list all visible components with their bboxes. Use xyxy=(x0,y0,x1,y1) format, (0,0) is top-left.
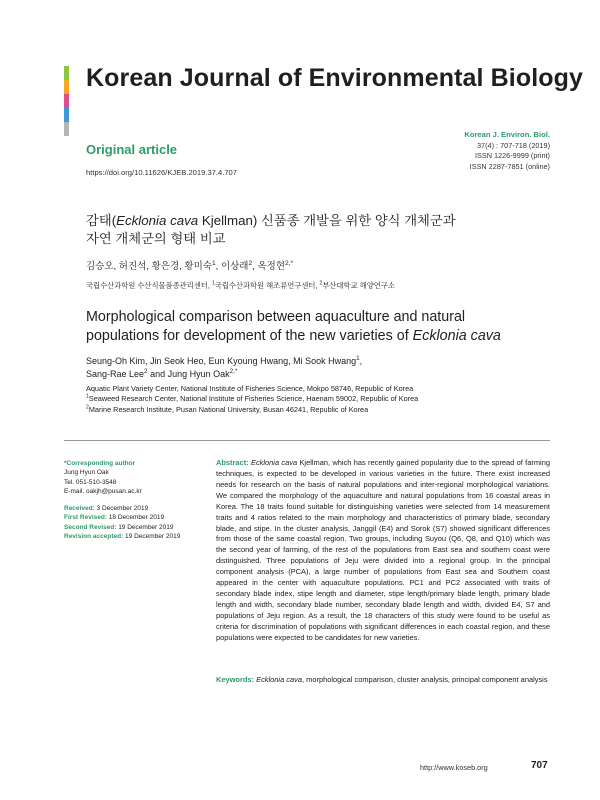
english-authors xyxy=(86,355,506,380)
species-name: Ecklonia cava xyxy=(412,328,501,344)
abstract-text: Kjellman, which has recently gained popularity due to the spread of farming techniques, is expected to be developed in various varieties in the future. There exist increased needs for research on the basis of natural populations and inter-regional morphological variations. We compared the morphology of the aquaculture and natural populations from 16 coastal areas in Korea. The 18 traits found suitable for distinguishing varieties were selected from 14 measurement traits and 4 ratios related to the main morphology and characteristics of primary blade, secondary blade, and stipe. In the cluster analysis, Janggil (E4) and Sorok (S7) showed significant differences from those of the same coastal region. Two groups, including Suyou (Q6, Q8, and Q10) which was the second year of farming, of the rest of the populations from East sea and southern coast were distinguished. Three populations of Jeju were divided into a regional group. In the principal component analysis (PCA), a large number of populations from East sea and Southern coast appeared in the center with aquaculture populations. PC1 and PC2 associated with traits of secondary blade index, stipe length and diameter, stipe length/primary blade length, primary blade length and width, secondary blade number, secondary blade length and width, divided E4, S7 and populations of Jeju region. As a result, the 18 characters of this study were found to be useful as criteria for discrimination of populations with significant differences in each coastal region, and these populations were expected to be candidates for new varieties. xyxy=(216,458,550,642)
footer-url[interactable]: http://www.koseb.org xyxy=(420,763,488,772)
corresponding-tel: Tel. 051-510-3548 xyxy=(64,478,117,486)
korean-title-text: 감태( xyxy=(86,213,117,228)
journal-abbrev: Korean J. Environ. Biol. xyxy=(464,130,550,139)
species-name: Ecklonia cava xyxy=(256,675,302,684)
species-name: Ecklonia cava xyxy=(250,458,298,467)
second-revised-date xyxy=(64,523,209,532)
affiliation xyxy=(86,394,418,404)
author-names: and Jung Hyun Oak xyxy=(147,368,230,379)
date-label: Revision accepted: xyxy=(64,533,124,541)
color-bar-segment xyxy=(64,80,69,94)
author-names: Seung-Oh Kim, Jin Seok Heo, Eun Kyoung Hwang, Mi Sook Hwang xyxy=(86,356,357,366)
accepted-date xyxy=(64,532,209,541)
affil-marker: 1 xyxy=(86,393,89,400)
affil-marker: 2 xyxy=(144,367,148,375)
date-label: Second Revised: xyxy=(64,523,117,531)
affil-marker: 2 xyxy=(86,404,89,411)
keywords-label: Keywords: xyxy=(216,675,255,684)
corresponding-label: *Corresponding author xyxy=(64,460,136,467)
keywords-text: , morphological comparison, cluster analysis, principal component analysis xyxy=(302,675,548,684)
affil-marker: 1 xyxy=(356,355,360,362)
affiliation: 국립수산과학원 수산식물품종관리센터, xyxy=(86,281,212,290)
sidebar-info xyxy=(64,459,209,541)
date-value: 19 December 2019 xyxy=(116,523,174,531)
volume-pages: 37(4) : 707-718 (2019) xyxy=(476,140,550,150)
affil-marker: 2,* xyxy=(285,259,294,267)
affiliation xyxy=(86,405,418,415)
journal-meta xyxy=(464,130,550,172)
abstract xyxy=(216,458,550,644)
english-title-text: populations for development of the new varieties of xyxy=(86,328,413,344)
author-names: , 이상래 xyxy=(215,261,249,272)
journal-title: Korean Journal of Environmental Biology xyxy=(86,64,584,92)
affiliation: 국립수산과학원 해조류연구센터, xyxy=(214,281,320,290)
received-date xyxy=(64,504,209,513)
author-names: , 옥정현 xyxy=(252,261,285,272)
first-revised-date xyxy=(64,513,209,522)
affil-marker: 2 xyxy=(319,280,323,287)
affiliation: Aquatic Plant Variety Center, National Institute of Fisheries Science, Mokpo 58746, Republic of Korea xyxy=(86,384,414,393)
english-title xyxy=(86,308,536,346)
affil-marker: 2,* xyxy=(229,367,238,375)
affiliation-text: Seaweed Research Center, National Institute of Fisheries Science, Haenam 59002, Republic of Korea xyxy=(88,394,419,404)
date-label: Received: xyxy=(64,505,95,513)
doi-link[interactable]: https://doi.org/10.11626/KJEB.2019.37.4.707 xyxy=(86,168,238,177)
english-title-text: Morphological comparison between aquaculture and natural xyxy=(86,309,466,325)
divider xyxy=(64,440,550,441)
affiliation-text: Marine Research Institute, Pusan National University, Busan 46241, Republic of Korea xyxy=(88,404,369,414)
date-value: 3 December 2019 xyxy=(94,505,149,513)
species-name: Ecklonia cava xyxy=(116,213,199,228)
korean-title xyxy=(86,212,526,248)
korean-title-text: Kjellman) 신품종 개발을 위한 양식 개체군과 xyxy=(198,213,456,228)
english-affiliations xyxy=(86,384,418,415)
korean-affiliations xyxy=(86,281,395,291)
affil-marker: 1 xyxy=(211,280,215,287)
color-bar-segment xyxy=(64,108,69,122)
issn-online: ISSN 2287-7851 (online) xyxy=(469,161,550,171)
affil-marker: 1 xyxy=(211,259,216,267)
corresponding-name: Jung Hyun Oak xyxy=(64,469,109,477)
keywords xyxy=(216,675,550,686)
author-names: Sang-Rae Lee xyxy=(86,368,145,379)
color-bar-segment xyxy=(64,94,69,108)
affiliation: 부산대학교 해양연구소 xyxy=(322,281,395,290)
korean-authors xyxy=(86,258,293,272)
corresponding-email[interactable]: E-mail. oakjh@pusan.ac.kr xyxy=(64,487,142,495)
date-value: 19 December 2019 xyxy=(123,533,181,541)
korean-title-text: 자연 개체군의 형태 비교 xyxy=(86,231,226,246)
journal-color-bar xyxy=(64,66,69,136)
page-number: 707 xyxy=(531,760,548,771)
author-names: , xyxy=(359,356,363,366)
issn-print: ISSN 1226-9999 (print) xyxy=(474,151,550,160)
color-bar-segment xyxy=(64,66,69,80)
affil-marker: 2 xyxy=(248,259,253,267)
color-bar-segment xyxy=(64,122,69,136)
abstract-label: Abstract: xyxy=(216,458,249,467)
date-label: First Revised: xyxy=(64,514,107,522)
article-type: Original article xyxy=(86,142,178,157)
author-names: 김승오, 허진석, 황은경, 황미숙 xyxy=(86,261,212,272)
date-value: 18 December 2019 xyxy=(107,514,165,522)
